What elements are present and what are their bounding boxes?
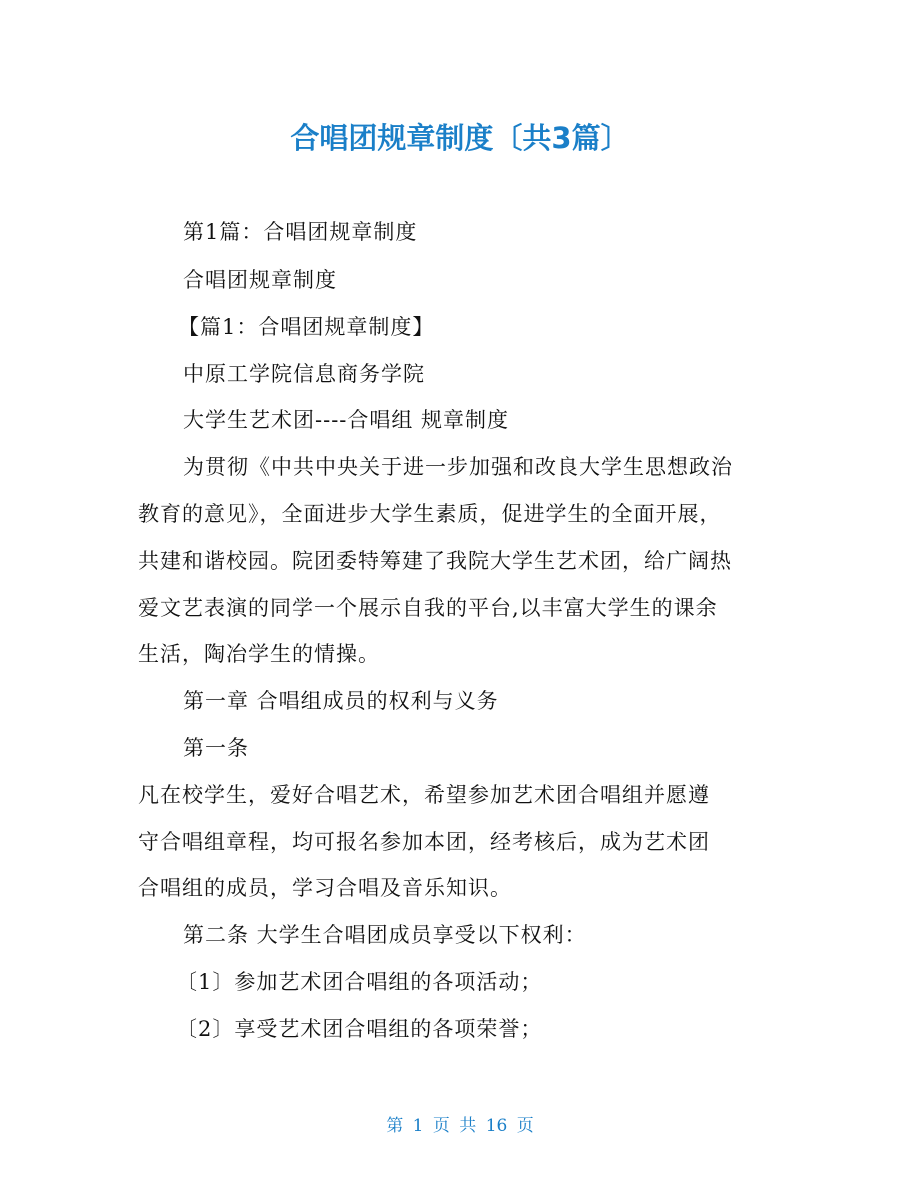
document-title: 合唱团规章制度〔共3篇〕 [290, 121, 630, 155]
paragraph-line: 中原工学院信息商务学院 [183, 362, 425, 386]
paragraph-line: 合唱团规章制度 [183, 268, 337, 292]
paragraph-line: 共建和谐校园。院团委特筹建了我院大学生艺术团，给广阔热 [138, 549, 732, 573]
chapter-heading: 第一章 合唱组成员的权利与义务 [183, 689, 499, 713]
paragraph-line: 生活，陶冶学生的情操。 [138, 642, 380, 666]
paragraph-line: 凡在校学生，爱好合唱艺术，希望参加艺术团合唱组并愿遵 [138, 783, 710, 807]
paragraph-line: 大学生艺术团----合唱组 规章制度 [183, 408, 510, 432]
section-heading: 第1篇：合唱团规章制度 [183, 220, 418, 244]
paragraph-line: 合唱组的成员，学习合唱及音乐知识。 [138, 876, 512, 900]
clause-heading: 第一条 [183, 736, 249, 760]
paragraph-line: 守合唱组章程，均可报名参加本团，经考核后，成为艺术团 [138, 830, 710, 854]
paragraph-line: 为贯彻《中共中央关于进一步加强和改良大学生思想政治 [183, 455, 733, 479]
clause-heading: 第二条 大学生合唱团成员享受以下权利： [183, 923, 587, 947]
article-heading: 【篇1：合唱团规章制度】 [178, 315, 435, 339]
page-number: 第 1 页 共 16 页 [386, 1116, 534, 1136]
list-item: 〔2〕享受艺术团合唱组的各项荣誉； [176, 1017, 543, 1041]
paragraph-line: 教育的意见》，全面进步大学生素质，促进学生的全面开展， [138, 502, 722, 526]
paragraph-line: 爱文艺表演的同学一个展示自我的平台,以丰富大学生的课余 [138, 596, 718, 620]
list-item: 〔1〕参加艺术团合唱组的各项活动； [176, 970, 543, 994]
